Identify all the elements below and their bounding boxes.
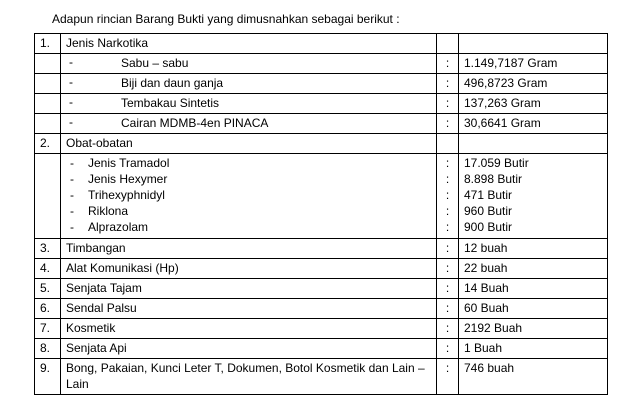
table-row: [35, 279, 608, 299]
item-label: Biji dan daun ganja: [121, 76, 224, 90]
colon-cell: :: [437, 114, 459, 134]
item-label: Jenis Tramadol: [88, 156, 170, 170]
table-row: [35, 34, 608, 54]
row-number: 9.: [35, 359, 61, 395]
evidence-table: [34, 33, 608, 395]
item-label: Jenis Hexymer: [88, 172, 168, 186]
row-number: 1.: [35, 34, 61, 54]
table-row: [35, 239, 608, 259]
intro-text: Adapun rincian Barang Bukti yang dimusnahkan sebagai berikut :: [52, 12, 400, 26]
value-cell: 30,6641 Gram: [459, 114, 608, 134]
row-number: 7.: [35, 319, 61, 339]
obat-list: - Jenis Tramadol - Jenis Hexymer - Trihexyphnidyl - Riklona - Alprazolam: [61, 154, 437, 239]
value-cell: 137,263 Gram: [459, 94, 608, 114]
colon-cell: :: [437, 299, 459, 319]
value-cell: 60 Buah: [459, 299, 608, 319]
category-label: Jenis Narkotika: [61, 34, 437, 54]
table-row: [35, 319, 608, 339]
table-row: [35, 339, 608, 359]
item-label: Sendal Palsu: [61, 299, 437, 319]
value-cell: 1 Buah: [459, 339, 608, 359]
colon-cell: :: [437, 94, 459, 114]
category-label: Obat-obatan: [61, 134, 437, 154]
row-number: 2.: [35, 134, 61, 154]
table-row: [35, 359, 608, 395]
item-label: Alprazolam: [88, 220, 149, 234]
table-row: [35, 134, 608, 154]
value-cell: 1.149,7187 Gram: [459, 54, 608, 74]
colon-cell: : : : : :: [437, 154, 459, 239]
colon-cell: :: [437, 74, 459, 94]
value-cell: 496,8723 Gram: [459, 74, 608, 94]
row-number: 5.: [35, 279, 61, 299]
item-label: Senjata Tajam: [61, 279, 437, 299]
colon-cell: :: [437, 259, 459, 279]
row-number: 3.: [35, 239, 61, 259]
item-label: Cairan MDMB-4en PINACA: [121, 116, 269, 130]
value-cell: 22 buah: [459, 259, 608, 279]
value-cell: 746 buah: [459, 359, 608, 395]
value-cell: 2192 Buah: [459, 319, 608, 339]
row-number: 6.: [35, 299, 61, 319]
table-row: [35, 259, 608, 279]
item-label: Senjata Api: [61, 339, 437, 359]
item-label: Trihexyphnidyl: [88, 188, 165, 202]
table-row: [35, 54, 608, 74]
item-label: Tembakau Sintetis: [121, 96, 220, 110]
list-dash: -: [69, 95, 73, 109]
value-cell: [459, 34, 608, 54]
row-number: 8.: [35, 339, 61, 359]
item-label: Sabu – sabu: [121, 56, 189, 70]
value-cell: 14 Buah: [459, 279, 608, 299]
colon-cell: [437, 134, 459, 154]
table-row: [35, 94, 608, 114]
value-cell: [459, 134, 608, 154]
item-label: Timbangan: [61, 239, 437, 259]
colon-cell: :: [437, 279, 459, 299]
value-cell: 12 buah: [459, 239, 608, 259]
table-row: [35, 299, 608, 319]
list-dash: -: [69, 115, 73, 129]
colon-cell: [437, 34, 459, 54]
value-list: 17.059 Butir 8.898 Butir 471 Butir 960 Butir 900 Butir: [459, 154, 608, 239]
colon-cell: :: [437, 239, 459, 259]
table-row: [35, 74, 608, 94]
item-label: Riklona: [88, 204, 129, 218]
colon-cell: :: [437, 54, 459, 74]
table-row: [35, 114, 608, 134]
colon-cell: :: [437, 319, 459, 339]
list-dash: -: [69, 75, 73, 89]
item-label: Alat Komunikasi (Hp): [61, 259, 437, 279]
item-label: Kosmetik: [61, 319, 437, 339]
list-dash: -: [69, 55, 73, 69]
item-label: Bong, Pakaian, Kunci Leter T, Dokumen, Botol Kosmetik dan Lain – Lain: [61, 359, 437, 395]
colon-cell: :: [437, 339, 459, 359]
colon-cell: :: [437, 359, 459, 395]
table-row: [35, 154, 608, 239]
row-number: 4.: [35, 259, 61, 279]
